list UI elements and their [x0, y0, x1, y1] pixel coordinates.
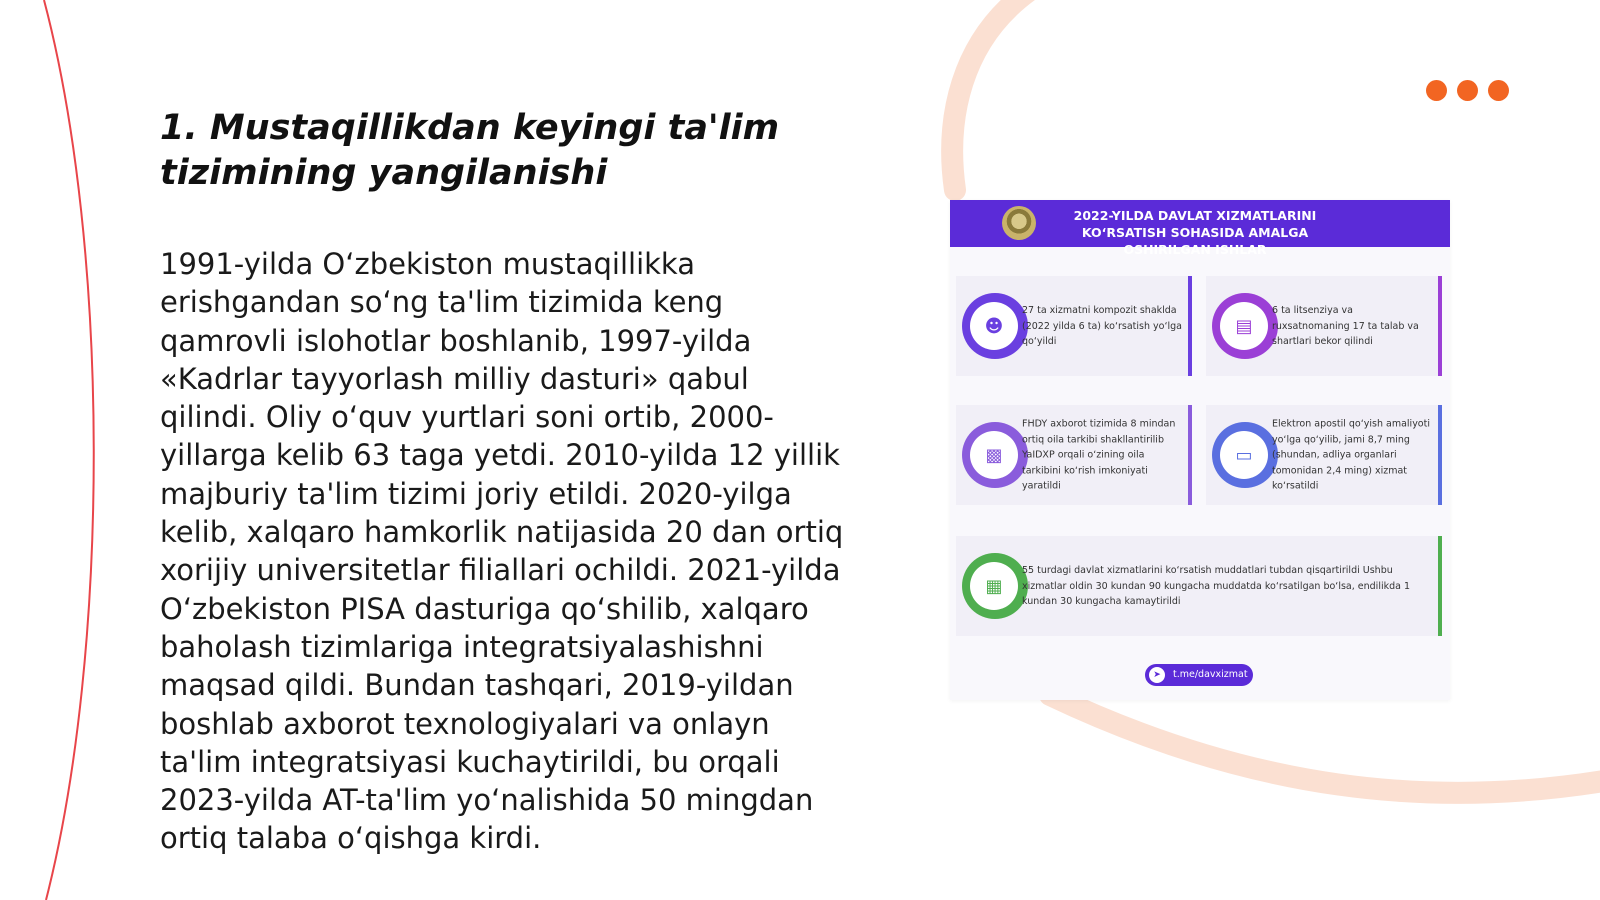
monitor-icon: ▭	[1220, 431, 1268, 479]
card-accent-bar	[1438, 536, 1442, 636]
left-red-curve	[44, 0, 94, 900]
card-accent-bar	[1188, 276, 1192, 376]
people-icon: ☻	[970, 302, 1018, 350]
card-accent-bar	[1438, 276, 1442, 376]
calendar-icon: ▦	[970, 562, 1018, 610]
slide-title: 1. Mustaqillikdan keyingi ta'lim tizimining yangilanishi	[160, 108, 780, 193]
info-card-apostille	[1206, 405, 1442, 505]
card-text: Elektron apostil qo‘yish amaliyoti yo‘lga qo‘yilib, jami 8,7 ming (shundan, adliya organlari tomonidan 2,4 ming) xizmat ko‘rsatildi	[1272, 418, 1430, 492]
infographic	[950, 200, 1450, 700]
computer-icon: ▩	[970, 431, 1018, 479]
card-text: 55 turdagi davlat xizmatlarini ko‘rsatish muddatlari tubdan qisqartirildi Ushbu xizmatlar oldin 30 kundan 90 kungacha muddatda ko‘rsatilgan bo‘lsa, endilikda 1 kundan 30 kungacha kamaytirildi	[1022, 564, 1411, 607]
card-text: 6 ta litsenziya va ruxsatnomaning 17 ta talab va shartlari bekor qilindi	[1272, 304, 1419, 347]
info-card-family-records	[956, 405, 1192, 505]
menu-dots	[1426, 80, 1509, 101]
card-text: 27 ta xizmatni kompozit shaklda (2022 yilda 6 ta) ko‘rsatish yo‘lga qo‘yildi	[1022, 304, 1182, 347]
telegram-icon: ➤	[1149, 667, 1165, 683]
telegram-link[interactable]	[1145, 664, 1253, 686]
orange-arc-bottom	[1050, 695, 1600, 793]
dot-icon	[1426, 80, 1447, 101]
dot-icon	[1457, 80, 1478, 101]
infographic-header	[950, 200, 1450, 257]
telegram-label: t.me/davxizmat	[1173, 669, 1248, 680]
document-icon: ▤	[1220, 302, 1268, 350]
info-card-licenses	[1206, 276, 1442, 376]
card-text: FHDY axborot tizimida 8 mindan ortiq oila tarkibi shakllantirilib YaIDXP orqali o‘zining oila tarkibini ko‘rish imkoniyati yaratildi	[1022, 418, 1176, 492]
slide-body-text: 1991-yilda O‘zbekiston mustaqillikka erishgandan so‘ng ta'lim tizimida keng qamrovli islohotlar boshlanib, 1997-yilda «Kadrlar tayyorlash milliy dasturi» qabul qilindi. Oliy o‘quv yurtlari soni ortib, 2000-yillarga kelib 63 taga yetdi. 2010-yilda 12 yillik majburiy ta'lim tizimi joriy etildi. 2020-yilga kelib, xalqaro hamkorlik natijasida 20 dan ortiq xorijiy universitetlar filiallari ochildi. 2021-yilda O‘zbekiston PISA dasturiga qo‘shilib, xalqaro baholash tizimlariga integratsiyalashishni maqsad qildi. Bundan tashqari, 2019-yildan boshlab axborot texnologiyalari va onlayn ta'lim integratsiyasi kuchaytirildi, bu orqali 2023-yilda AT-ta'lim yo‘nalishida 50 mingdan ortiq talaba o‘qishga kirdi.	[160, 247, 844, 856]
info-card-composite-services	[956, 276, 1192, 376]
card-accent-bar	[1188, 405, 1192, 505]
emblem-icon	[1002, 206, 1036, 240]
infographic-title: 2022-YILDA DAVLAT XIZMATLARINI KO‘RSATISH SOHASIDA AMALGA OSHIRILGAN ISHLAR	[1073, 208, 1317, 257]
dot-icon	[1488, 80, 1509, 101]
info-card-service-deadlines	[956, 536, 1442, 636]
card-accent-bar	[1438, 405, 1442, 505]
orange-arc-top	[952, 0, 1030, 190]
